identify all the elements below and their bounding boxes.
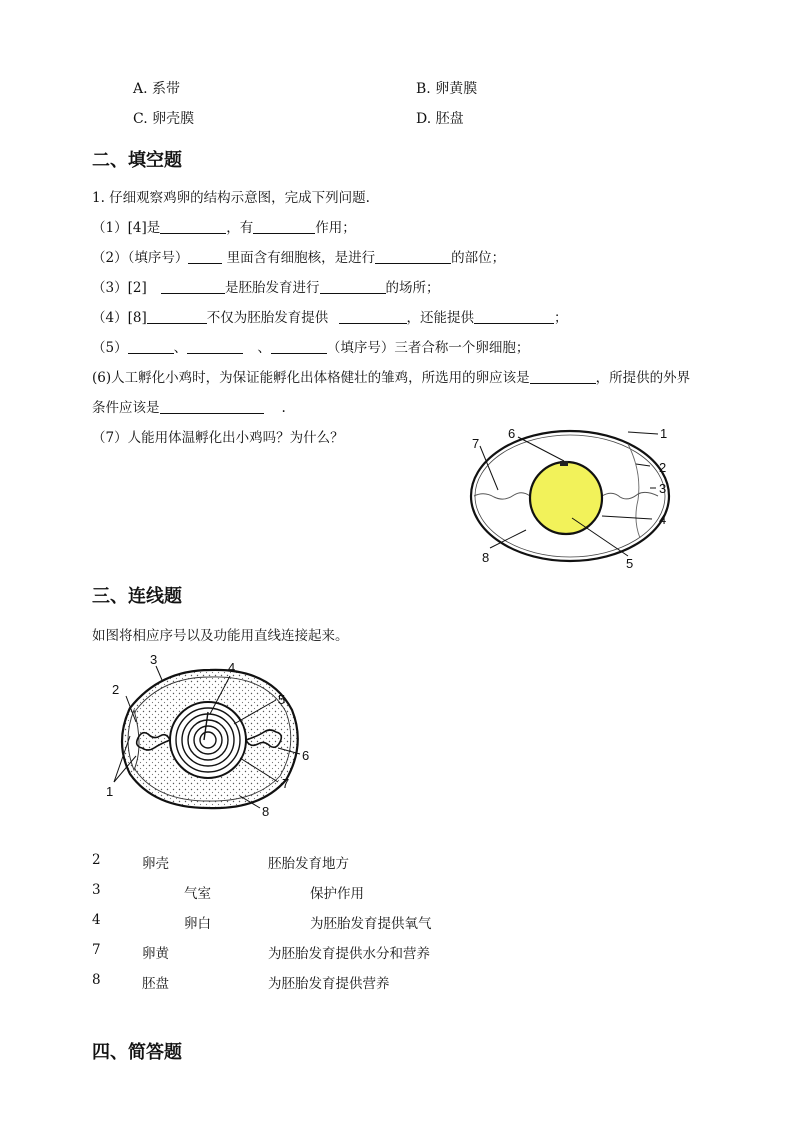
answer-blank[interactable] <box>339 309 407 324</box>
section-title-fill-blank: 二、填空题 <box>92 150 182 171</box>
diagram2-label-4: 4 <box>228 660 236 675</box>
egg-cross-section-diagram <box>100 650 330 822</box>
answer-blank[interactable] <box>160 219 226 234</box>
diagram2-label-8: 8 <box>262 804 270 819</box>
match-part[interactable]: 卵壳 <box>142 856 169 872</box>
option-c: C. 卵壳膜 <box>133 111 195 127</box>
option-b: B. 卵黄膜 <box>416 81 478 97</box>
question-line-3: （3）[2] 是胚胎发育进行 的场所； <box>92 280 440 296</box>
question-line-5: （5） 、 、 （填序号）三者合称一个卵细胞； <box>92 340 530 356</box>
answer-blank[interactable] <box>253 219 315 234</box>
question-line-2: （2）（填序号） 里面含有细胞核，是进行 的部位； <box>92 250 506 266</box>
diagram-label-7: 7 <box>472 436 480 451</box>
question-line-6-cont: 条件应该是 . <box>92 400 286 416</box>
match-num-7: 7 <box>92 942 101 958</box>
germinal-disc <box>560 461 568 466</box>
egg-structure-diagram <box>462 420 692 572</box>
diagram-label-1: 1 <box>660 426 668 441</box>
yolk <box>530 462 602 534</box>
match-num-2: 2 <box>92 852 101 868</box>
match-num-4: 4 <box>92 912 101 928</box>
question-line-1: （1）[4]是 ，有 作用； <box>92 220 356 236</box>
match-num-3: 3 <box>92 882 101 898</box>
diagram2-label-7: 7 <box>282 776 290 791</box>
question-line-7: （7）人能用体温孵化出小鸡吗？为什么？ <box>92 430 344 446</box>
answer-blank[interactable] <box>375 249 451 264</box>
diagram2-label-6: 6 <box>302 748 310 763</box>
match-func[interactable]: 胚胎发育地方 <box>268 856 349 872</box>
diagram2-label-5: 5 <box>278 692 286 707</box>
section-title-matching: 三、连线题 <box>92 586 182 607</box>
match-part[interactable]: 气室 <box>184 886 211 902</box>
diagram2-label-2: 2 <box>112 682 120 697</box>
answer-blank[interactable] <box>188 249 222 264</box>
answer-blank[interactable] <box>128 339 174 354</box>
diagram-label-2: 2 <box>659 460 667 475</box>
answer-blank[interactable] <box>160 399 264 414</box>
match-part[interactable]: 卵黄 <box>142 946 169 962</box>
question-line-6: (6)人工孵化小鸡时，为保证能孵化出体格健壮的雏鸡，所选用的卵应该是 ，所提供的外界 <box>92 370 691 386</box>
match-part[interactable]: 卵白 <box>184 916 211 932</box>
option-d: D. 胚盘 <box>416 111 464 127</box>
answer-blank[interactable] <box>320 279 386 294</box>
question-line-4: （4）[8] 不仅为胚胎发育提供 ，还能提供 ； <box>92 310 568 326</box>
diagram2-label-3: 3 <box>150 652 158 667</box>
option-a: A. 系带 <box>133 81 181 97</box>
match-func[interactable]: 为胚胎发育提供氧气 <box>310 916 432 932</box>
diagram2-label-1: 1 <box>106 784 114 799</box>
match-num-8: 8 <box>92 972 101 988</box>
section-title-short-answer: 四、简答题 <box>92 1042 182 1063</box>
diagram-label-8: 8 <box>482 550 490 565</box>
match-func[interactable]: 为胚胎发育提供水分和营养 <box>268 946 430 962</box>
answer-blank[interactable] <box>187 339 243 354</box>
question-intro: 1. 仔细观察鸡卵的结构示意图，完成下列问题. <box>92 190 370 206</box>
answer-blank[interactable] <box>147 309 207 324</box>
answer-blank[interactable] <box>271 339 327 354</box>
match-func[interactable]: 保护作用 <box>310 886 364 902</box>
answer-blank[interactable] <box>530 369 596 384</box>
match-part[interactable]: 胚盘 <box>142 976 169 992</box>
match-func[interactable]: 为胚胎发育提供营养 <box>268 976 390 992</box>
diagram-label-3: 3 <box>659 481 667 496</box>
diagram-label-6: 6 <box>508 426 516 441</box>
diagram-label-5: 5 <box>626 556 634 571</box>
answer-blank[interactable] <box>474 309 554 324</box>
answer-blank[interactable] <box>161 279 225 294</box>
matching-instruction: 如图将相应序号以及功能用直线连接起来。 <box>92 628 349 644</box>
diagram-label-4: 4 <box>659 512 667 527</box>
